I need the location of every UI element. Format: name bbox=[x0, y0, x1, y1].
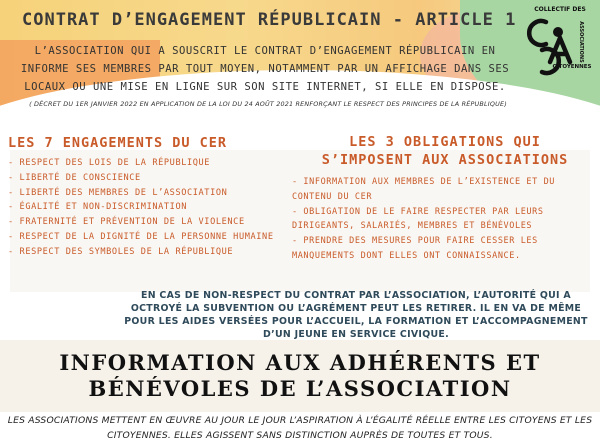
footer-paragraph: LES ASSOCIATIONS METTENT EN ŒUVRE AU JOUR LE JOUR L’ASPIRATION À L’ÉGALITÉ RÉELLE ENTRE LES CITOYENS ET LES CITOYENNES. ELLES AGISSENT SANS DISTINCTION AUPRÈS DE TOUTES ET TOUS. bbox=[7, 415, 593, 441]
engagements-list bbox=[8, 156, 293, 260]
list-item: - ÉGALITÉ ET NON-DISCRIMINATION bbox=[8, 202, 187, 213]
obligations-heading: LES 3 OBLIGATIONS QUI S’IMPOSENT AUX ASSOCIATIONS bbox=[321, 134, 569, 168]
info-title bbox=[0, 350, 600, 402]
list-item: - INFORMATION AUX MEMBRES DE L’EXISTENCE ET DU CONTENU DU CER bbox=[292, 177, 556, 202]
intro-paragraph: L’ASSOCIATION QUI A SOUSCRIT LE CONTRAT D’ENGAGEMENT RÉPUBLICAIN EN INFORME SES MEMBRES PAR TOUT MOYEN, NOTAMMENT PAR UN AFFICHAGE DANS SES LOCAUX OU UNE MISE EN LIGNE SUR SON SITE INTERNET, SI ELLE EN DISPOSE. bbox=[20, 45, 510, 93]
list-item: - PRENDRE DES MESURES POUR FAIRE CESSER LES MANQUEMENTS DONT ELLES ONT CONNAISSANCE. bbox=[292, 236, 538, 261]
list-item: - OBLIGATION DE LE FAIRE RESPECTER PAR LEURS DIRIGEANTS, SALARIÉS, MEMBRES ET BÉNÉVOLES bbox=[292, 206, 544, 232]
logo-text-bottom: CITOYENNES bbox=[552, 64, 592, 70]
logo-text-mid: ASSOCIATIONS bbox=[578, 21, 584, 63]
info-title-line-2: BÉNÉVOLES DE L’ASSOCIATION bbox=[88, 376, 512, 401]
sanction-paragraph: EN CAS DE NON-RESPECT DU CONTRAT PAR L’ASSOCIATION, L’AUTORITÉ QUI A OCTROYÉ LA SUBVENTION OU L’AGRÉMENT PEUT LES RETIRER. IL EN VA DE MÊME POUR LES AIDES VERSÉES POUR L’ACCUEIL, LA FORMATION ET L’ACCOMPAGNEMENT D’UN JEUNE EN SERVICE CIVIQUE. bbox=[124, 290, 588, 340]
list-item: - LIBERTÉ DES MEMBRES DE L’ASSOCIATION bbox=[8, 187, 228, 198]
list-item: - RESPECT DES LOIS DE LA RÉPUBLIQUE bbox=[8, 158, 211, 168]
list-item: - RESPECT DES SYMBOLES DE LA RÉPUBLIQUE bbox=[8, 246, 234, 257]
cac-logo bbox=[522, 2, 594, 82]
obligations-list bbox=[292, 175, 592, 264]
decree-note: ( DÉCRET DU 1ER JANVIER 2022 EN APPLICATION DE LA LOI DU 24 AOÛT 2021 RENFORÇANT LE RESPECT DES PRINCIPES DE LA RÉPUBLIQUE) bbox=[29, 100, 507, 108]
logo-figure-icon bbox=[553, 27, 563, 37]
list-item: - RESPECT DE LA DIGNITÉ DE LA PERSONNE HUMAINE bbox=[8, 231, 274, 242]
list-item: - LIBERTÉ DE CONSCIENCE bbox=[8, 172, 141, 183]
logo-text-top: COLLECTIF DES bbox=[534, 6, 586, 13]
info-title-line-1: INFORMATION AUX ADHÉRENTS ET bbox=[59, 350, 541, 375]
page-title: CONTRAT D’ENGAGEMENT RÉPUBLICAIN - ARTICLE 1 bbox=[22, 10, 517, 30]
list-item: - FRATERNITÉ ET PRÉVENTION DE LA VIOLENCE bbox=[8, 217, 245, 228]
engagements-heading: LES 7 ENGAGEMENTS DU CER bbox=[8, 135, 228, 151]
